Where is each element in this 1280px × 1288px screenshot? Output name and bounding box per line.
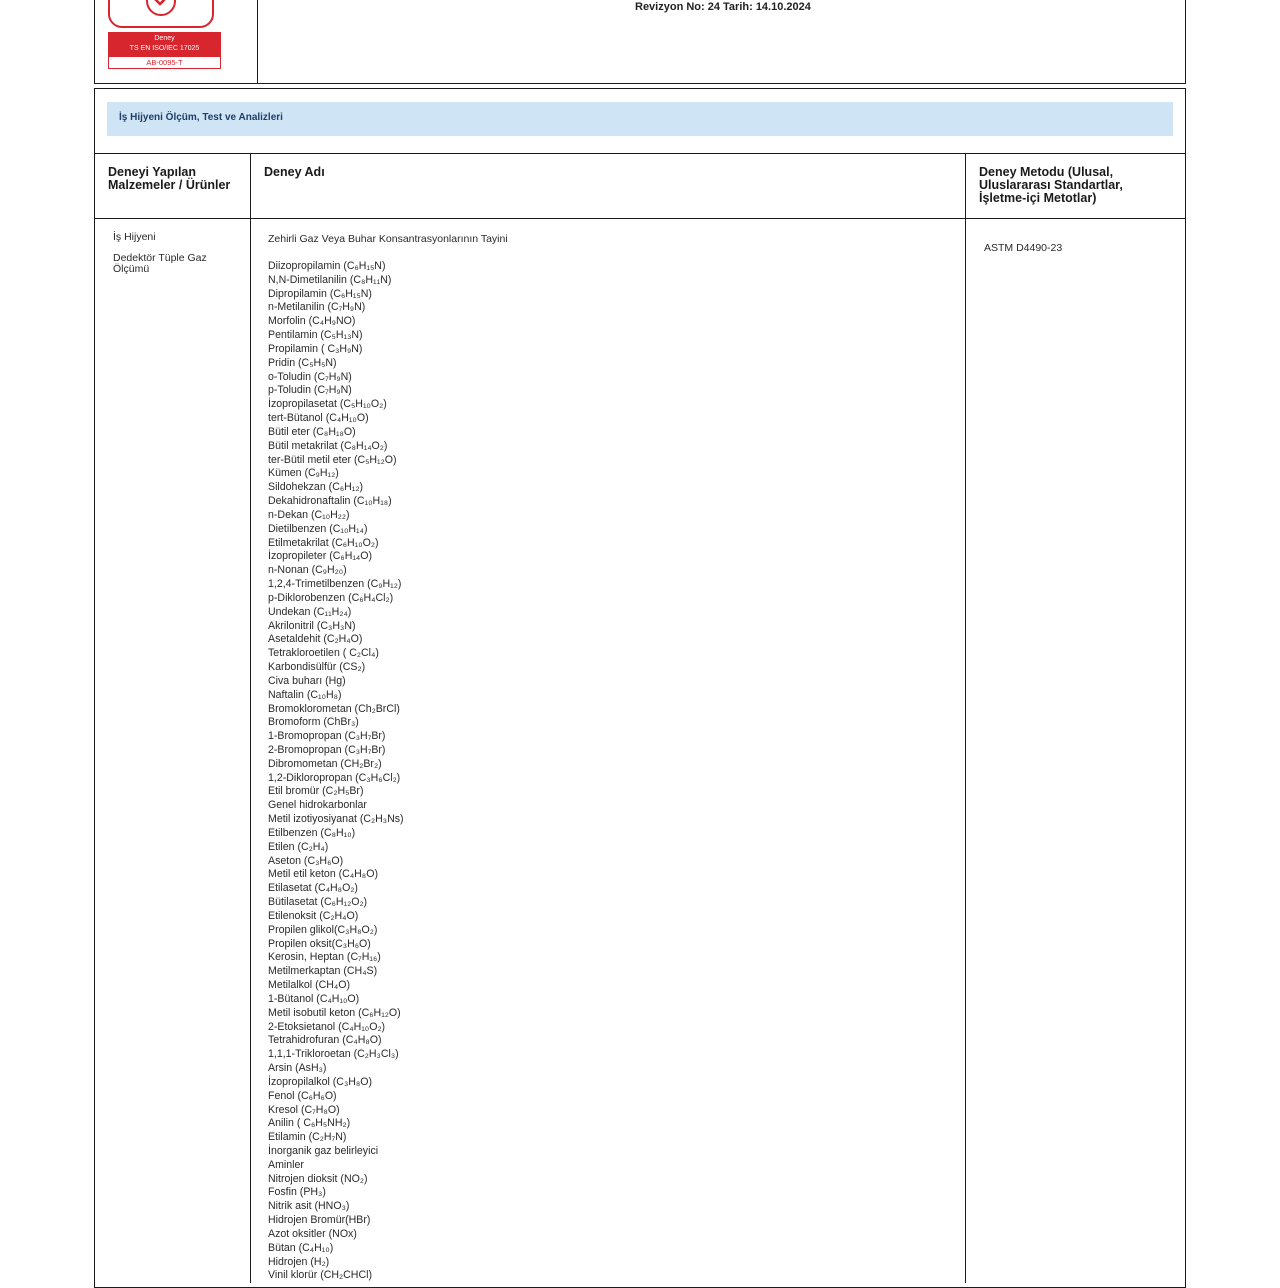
substance-item: Fenol (C₆H₆O): [268, 1089, 337, 1102]
substance-item: Akrilonitril (C₃H₃N): [268, 619, 356, 632]
substance-item: Metilalkol (CH₄O): [268, 979, 351, 992]
material-category: İş Hijyeni: [113, 231, 156, 243]
accreditation-logo: [106, 0, 219, 71]
table-header-top-line: [94, 153, 1186, 154]
substance-item: Dietilbenzen (C₁₀H₁₄): [268, 522, 368, 535]
substance-item: Vinil klorür (CH₂CHCl): [268, 1269, 372, 1282]
substance-item: Etilen (C₂H₄): [268, 840, 329, 853]
logo-line2: TS EN ISO/IEC 17025: [129, 45, 200, 52]
substance-item: Etilasetat (C₄H₈O₂): [268, 882, 358, 895]
substance-item: Aseton (C₃H₆O): [268, 854, 344, 867]
substance-item: Metil etil keton (C₄H₈O): [268, 868, 378, 881]
substance-item: Etil bromür (C₂H₅Br): [268, 785, 364, 798]
column-divider-2: [965, 153, 966, 1283]
section-header: [107, 102, 1173, 136]
substance-item: Propilen glikol(C₃H₈O₂): [268, 923, 378, 936]
substance-item: Kresol (C₇H₈O): [268, 1103, 340, 1116]
substance-item: Etilenoksit (C₂H₄O): [268, 909, 359, 922]
section-title: İş Hijyeni Ölçüm, Test ve Analizleri: [119, 112, 283, 123]
substance-item: Morfolin (C₄H₉NO): [268, 315, 356, 328]
substance-item: Aminler: [268, 1158, 304, 1171]
header-divider: [257, 0, 258, 84]
substance-item: Hidrojen (H₂): [268, 1255, 330, 1268]
column-header-method: Deney Metodu (Ulusal, Uluslararası Standartlar, İşletme-içi Metotlar): [979, 165, 1123, 205]
substance-item: Nitrik asit (HNO₃): [268, 1200, 350, 1213]
substance-item: Undekan (C₁₁H₂₄): [268, 605, 352, 618]
logo-code: AB-0095-T: [108, 56, 221, 69]
substance-item: Bütil metakrilat (C₈H₁₄O₂): [268, 439, 388, 452]
substance-item: İnorganik gaz belirleyici: [268, 1145, 379, 1157]
substance-item: Dekahidronaftalin (C₁₀H₁₈): [268, 495, 392, 508]
substance-item: Diizopropilamin (C₆H₁₅N): [268, 260, 386, 272]
column-header-materials: Deneyi Yapılan Malzemeler / Ürünler: [108, 165, 231, 192]
substance-list: [268, 260, 404, 1283]
substance-item: Kümen (C₉H₁₂): [268, 467, 339, 480]
substance-item: Kerosin, Heptan (C₇H₁₆): [268, 951, 381, 964]
substance-item: Bromoklorometan (Ch₂BrCl): [268, 702, 400, 715]
substance-item: Dipropilamin (C₆H₁₅N): [268, 287, 372, 300]
substance-item: Bütil eter (C₈H₁₈O): [268, 425, 356, 438]
substance-item: Arsin (AsH₃): [268, 1062, 327, 1075]
substance-item: Genel hidrokarbonlar: [268, 799, 367, 812]
substance-item: p-Toludin (C₇H₉N): [268, 384, 352, 397]
substance-item: Azot oksitler (NOx): [268, 1227, 357, 1240]
substance-item: 1,1,1-Trikloroetan (C₂H₃Cl₃): [268, 1048, 399, 1061]
substance-item: İzopropilalkol (C₃H₈O): [268, 1075, 373, 1088]
table-header-bottom-line: [94, 218, 1186, 219]
test-method: ASTM D4490-23: [984, 242, 1063, 254]
substance-item: 1,2-Dikloropropan (C₃H₆Cl₂): [268, 771, 401, 784]
substance-item: Naftalin (C₁₀H₈): [268, 688, 342, 701]
substance-item: Anilin ( C₆H₅NH₂): [268, 1117, 351, 1130]
substance-item: 1-Bromopropan (C₃H₇Br): [268, 730, 386, 743]
substance-item: Etilbenzen (C₈H₁₀): [268, 826, 356, 839]
substance-item: Fosfin (PH₃): [268, 1186, 326, 1199]
substance-item: p-Diklorobenzen (C₆H₄Cl₂): [268, 591, 394, 604]
substance-item: İzopropilasetat (C₅H₁₀O₂): [268, 398, 387, 411]
substance-item: Pentilamin (C₅H₁₃N): [268, 329, 363, 342]
substance-item: Tetrakloroetilen ( C₂Cl₄): [268, 647, 379, 660]
substance-item: o-Toludin (C₇H₉N): [268, 370, 352, 383]
substance-item: Asetaldehit (C₂H₄O): [268, 633, 363, 646]
material-item: Dedektör Tüple Gaz Ölçümü: [113, 252, 207, 275]
substance-item: Metil isobutil keton (C₆H₁₂O): [268, 1006, 401, 1019]
revision-info: Revizyon No: 24 Tarih: 14.10.2024: [635, 1, 811, 13]
substance-item: Bütan (C₄H₁₀): [268, 1241, 334, 1254]
substance-item: n-Nonan (C₉H₂₀): [268, 564, 347, 577]
scope-table: [94, 88, 1186, 1288]
substance-item: Bromoform (ChBr₃): [268, 716, 359, 729]
substance-item: Metilmerkaptan (CH₄S): [268, 965, 378, 978]
substance-item: Sildohekzan (C₆H₁₂): [268, 481, 363, 494]
substance-item: Etilamin (C₂H₇N): [268, 1131, 347, 1144]
substance-item: Pridin (C₅H₅N): [268, 356, 337, 369]
substance-item: Metil izotiyosiyanat (C₂H₃Ns): [268, 813, 404, 826]
substance-item: 1-Bütanol (C₄H₁₀O): [268, 992, 360, 1005]
substance-item: Tetrahidrofuran (C₄H₈O): [268, 1034, 382, 1047]
substance-item: Nitrojen dioksit (NO₂): [268, 1172, 368, 1185]
column-header-test-name: Deney Adı: [264, 165, 325, 179]
substance-item: Dibromometan (CH₂Br₂): [268, 757, 382, 770]
substance-item: Bütilasetat (C₆H₁₂O₂): [268, 896, 368, 909]
substance-item: 1,2,4-Trimetilbenzen (C₉H₁₂): [268, 578, 402, 591]
logo-standard-band: [108, 32, 221, 56]
substance-item: 2-Bromopropan (C₃H₇Br): [268, 743, 386, 756]
substance-item: Hidrojen Bromür(HBr): [268, 1214, 371, 1227]
test-title: Zehirli Gaz Veya Buhar Konsantrasyonlarının Tayini: [268, 233, 508, 245]
substance-item: n-Dekan (C₁₀H₂₂): [268, 508, 350, 521]
substance-item: ter-Bütil metil eter (C₅H₁₂O): [268, 453, 397, 466]
substance-item: Karbondisülfür (CS₂): [268, 661, 366, 674]
substance-item: Propilen oksit(C₃H₆O): [268, 937, 371, 950]
substance-item: N,N-Dimetilanilin (C₈H₁₁N): [268, 273, 392, 286]
substance-item: Propilamin ( C₃H₉N): [268, 342, 363, 355]
substance-item: Etilmetakrilat (C₆H₁₀O₂): [268, 536, 379, 549]
substance-item: tert-Bütanol (C₄H₁₀O): [268, 412, 369, 425]
column-divider-1: [250, 153, 251, 1283]
substance-item: n-Metilanilin (C₇H₉N): [268, 301, 366, 314]
logo-line1: Deney: [154, 35, 175, 42]
substance-item: 2-Etoksietanol (C₄H₁₀O₂): [268, 1020, 386, 1033]
substance-item: Civa buharı (Hg): [268, 674, 346, 687]
substance-item: İzopropileter (C₆H₁₄O): [268, 550, 373, 563]
